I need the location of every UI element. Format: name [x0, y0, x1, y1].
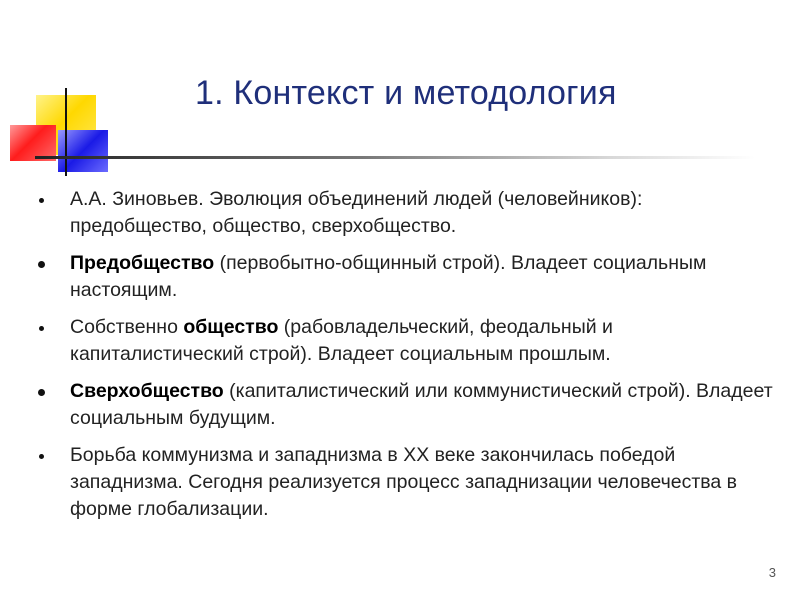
bullet-text: (первобытно-общинный строй). Владеет социальным настоящим. [70, 252, 707, 301]
bullet-text: (капиталистический или коммунистический строй). Владеет социальным будущим. [70, 380, 773, 429]
bullet-text-prefix: Собственно [70, 316, 184, 338]
bullet-text: Борьба коммунизма и западнизма в XX веке закончилась победой западнизма. Сегодня реализуется процесс западнизации человечества в форме глобализации. [70, 444, 738, 520]
bullet-dot-icon [38, 389, 45, 396]
slide-title: 1. Контекст и методология [195, 74, 617, 112]
bullet-item-1 [36, 186, 776, 240]
bullet-dot-icon [39, 326, 44, 331]
bullet-text: А.А. Зиновьев. Эволюция объединений людей (человейников): предобщество, общество, сверхобщество. [70, 188, 643, 237]
bullet-text: (рабовладельческий, феодальный и капиталистический строй). Владеет социальным прошлым. [70, 316, 613, 365]
bullet-bold-term: общество [183, 316, 279, 338]
bullet-item-4 [36, 378, 776, 432]
bullet-bold-term: Предобщество [70, 252, 215, 274]
bullet-bold-term: Сверхобщество [70, 380, 224, 402]
bullet-item-5 [36, 442, 776, 523]
bullet-item-2 [36, 250, 776, 304]
title-divider [35, 156, 755, 159]
bullet-dot-icon [39, 198, 44, 203]
page-number: 3 [768, 565, 776, 580]
bullet-item-3 [36, 314, 776, 368]
bullet-dot-icon [38, 261, 45, 268]
decorative-logo [0, 0, 120, 190]
logo-vertical-line [65, 88, 67, 176]
bullet-list [36, 186, 776, 533]
bullet-dot-icon [39, 454, 44, 459]
